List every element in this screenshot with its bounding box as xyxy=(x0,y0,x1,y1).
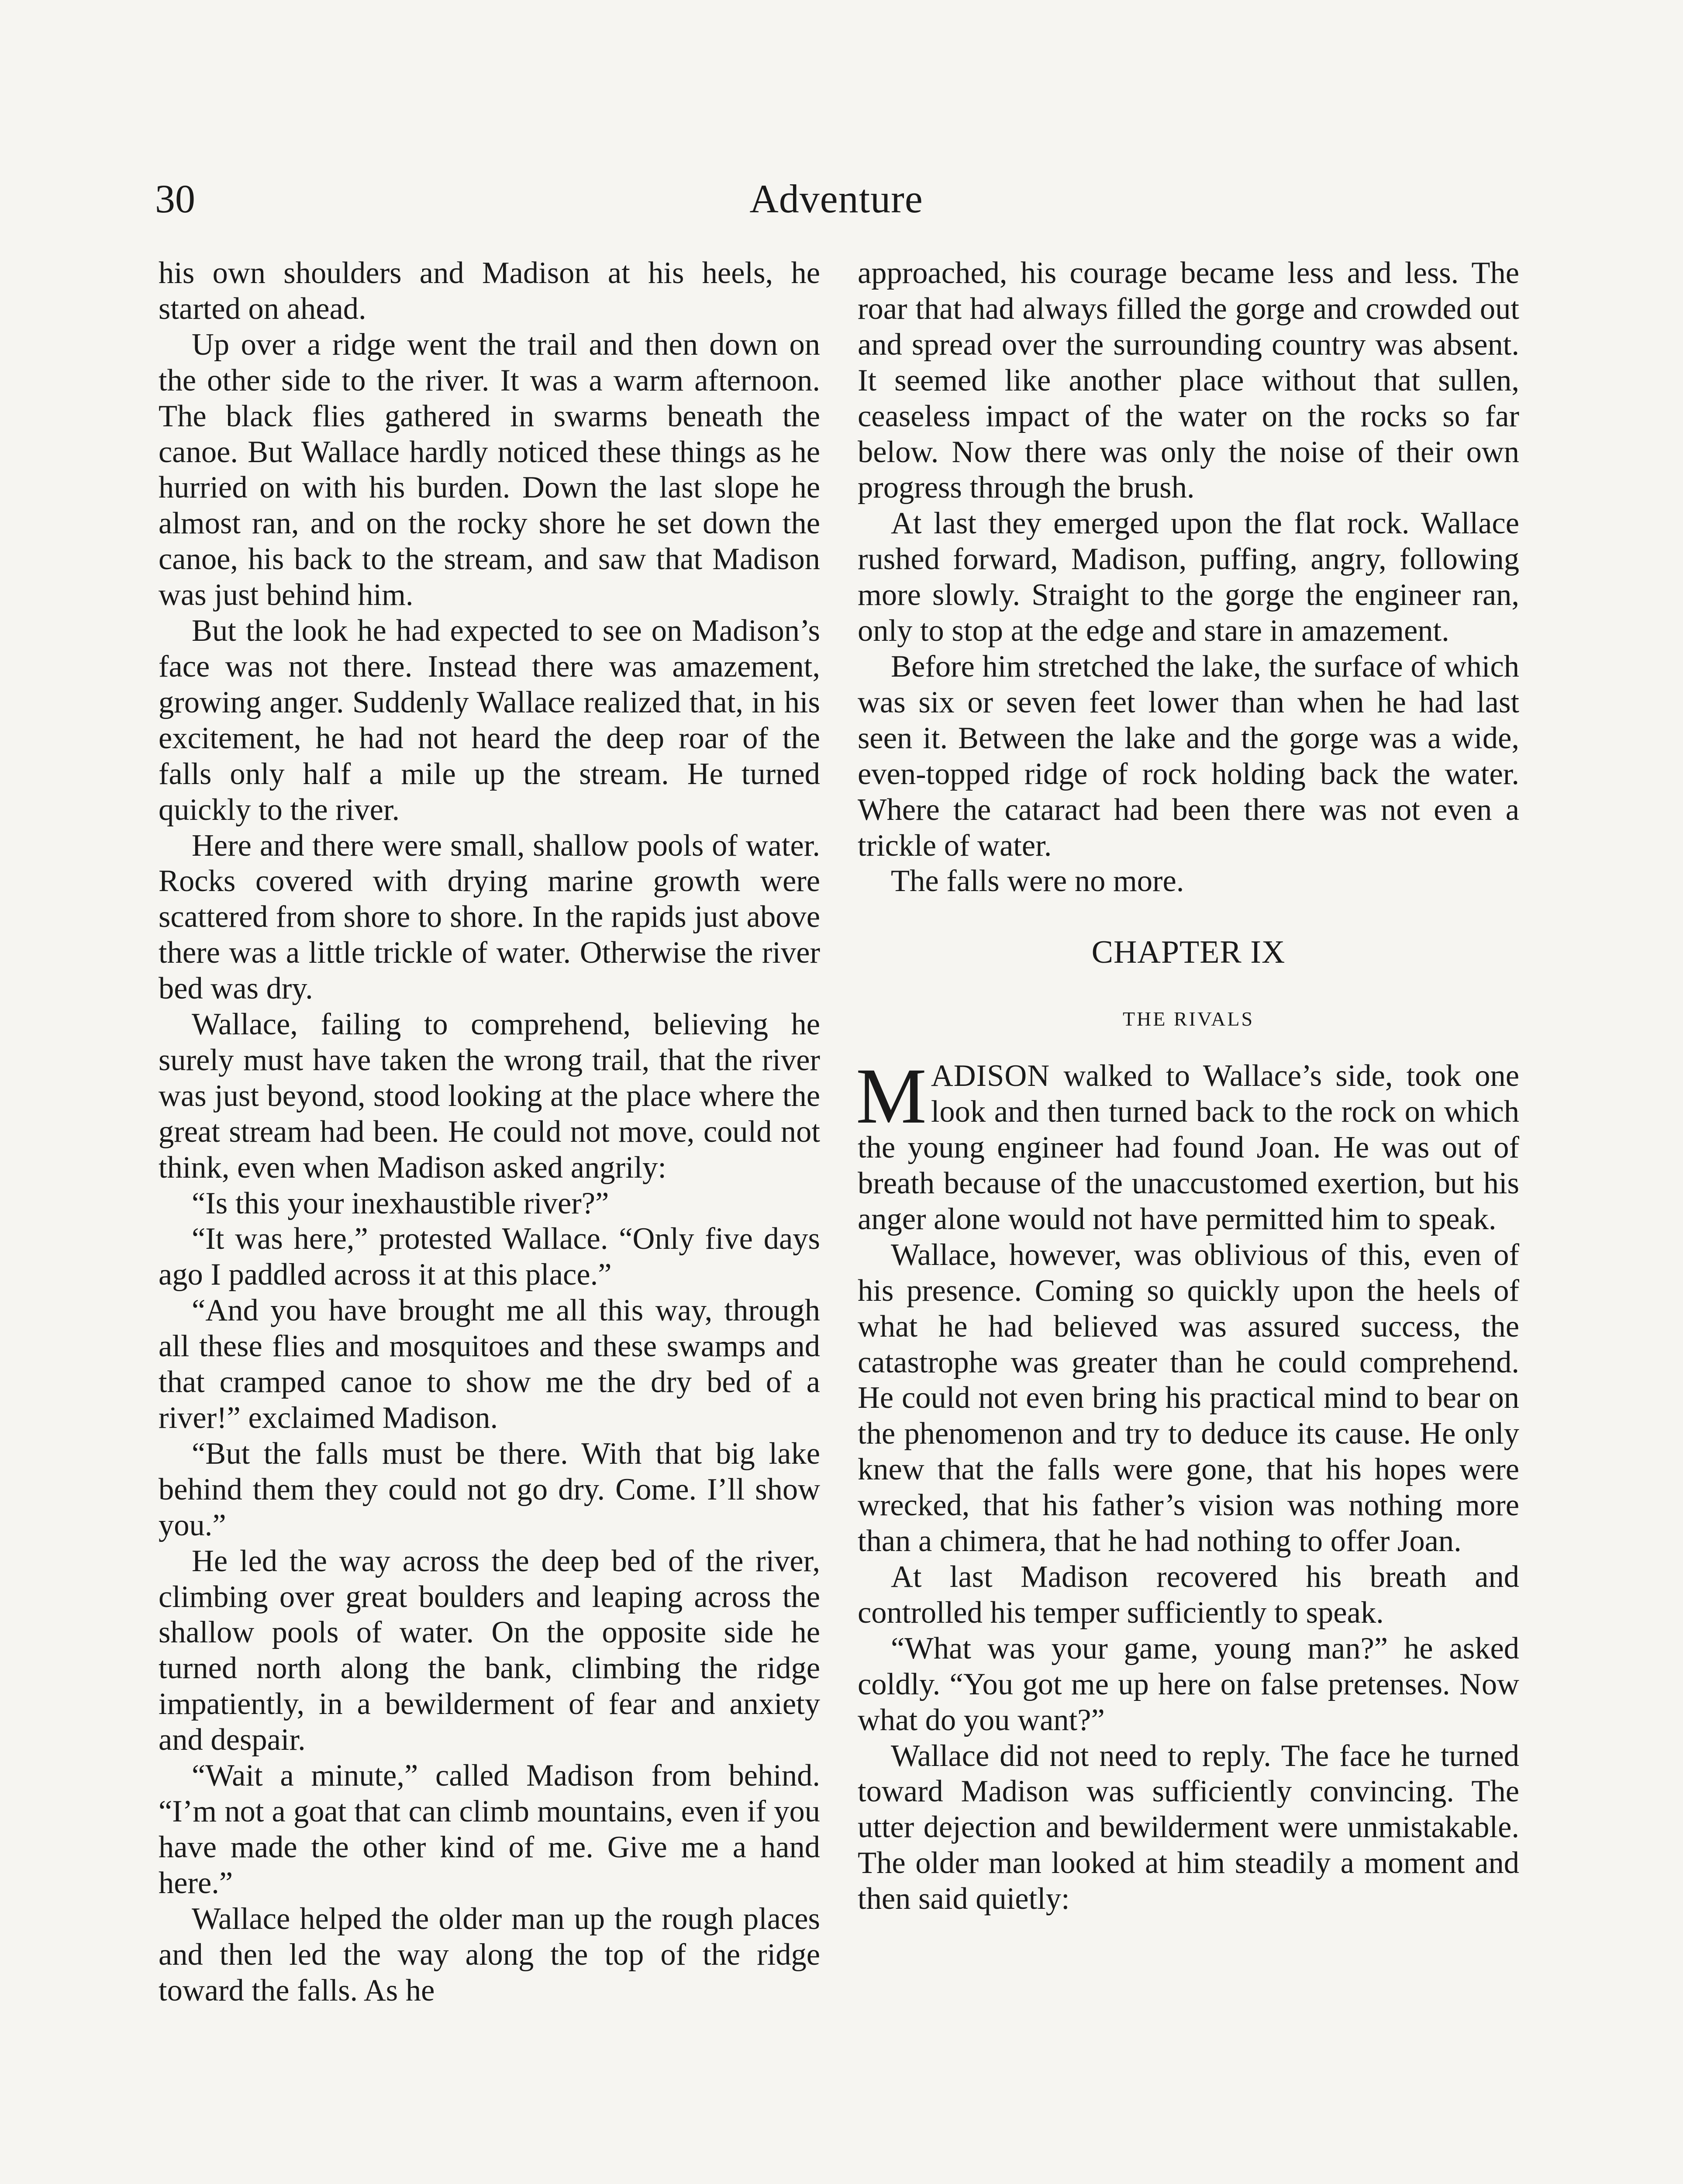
paragraph: “What was your game, young man?” he asked coldly. “You got me up here on false pretenses. Now what do you want?” xyxy=(858,1631,1519,1737)
page-number: 30 xyxy=(155,176,195,221)
left-column xyxy=(159,256,820,2008)
chapter-subtitle: THE RIVALS xyxy=(1122,1008,1255,1030)
paragraph: “And you have brought me all this way, through all these flies and mosquitoes and these swamps and that cramped canoe to show me the dry bed of a river!” exclaimed Madison. xyxy=(159,1293,820,1435)
paragraph: At last they emerged upon the flat rock. Wallace rushed forward, Madison, puffing, angry, following more slowly. Straight to the gorge the engineer ran, only to stop at the edge and stare in amazement. xyxy=(858,506,1519,648)
paragraph: Wallace, however, was oblivious of this, even of his presence. Coming so quickly upon the heels of what he had believed was assured success, the catastrophe was greater than he could comprehend. He could not even bring his practical mind to bear on the phenomenon and try to deduce its cause. He only knew that the falls were gone, that his hopes were wrecked, that his father’s vision was nothing more than a chimera, that he had nothing to offer Joan. xyxy=(858,1237,1519,1559)
paragraph: “But the falls must be there. With that big lake behind them they could not go dry. Come. I’ll show you.” xyxy=(159,1436,820,1542)
magazine-title: Adventure xyxy=(749,176,923,221)
paragraph: “It was here,” protested Wallace. “Only five days ago I paddled across it at this place.” xyxy=(159,1222,820,1292)
paragraph: “Is this your inexhaustible river?” xyxy=(192,1186,609,1220)
chapter-heading: CHAPTER IX xyxy=(1091,934,1286,971)
paragraph: Here and there were small, shallow pools of water. Rocks covered with drying marine growth were scattered from shore to shore. In the rapids just above there was a little trickle of water. Otherwise the river bed was dry. xyxy=(159,828,820,1006)
paragraph: Before him stretched the lake, the surface of which was six or seven feet lower than when he had last seen it. Between the lake and the gorge was a wide, even-topped ridge of rock holding back the water. Where the cataract had been there was not even a trickle of water. xyxy=(858,649,1519,863)
paragraph: approached, his courage became less and less. The roar that had always filled the gorge and crowded out and spread over the surrounding country was absent. It seemed like another place without that sullen, ceaseless impact of the water on the rocks so far below. Now there was only the noise of their own progress through the brush. xyxy=(858,256,1519,505)
opening-caps: ADISON xyxy=(931,1059,1050,1093)
paragraph: Up over a ridge went the trail and then down on the other side to the river. It was a warm afternoon. The black flies gathered in swarms beneath the canoe. But Wallace hardly noticed these things as he hurried on with his burden. Down the last slope he almost ran, and on the rocky shore he set down the canoe, his back to the stream, and saw that Madison was just behind him. xyxy=(159,327,820,612)
paragraph: his own shoulders and Madison at his heels, he started on ahead. xyxy=(159,256,820,326)
right-column xyxy=(858,256,1519,1917)
paragraph: Wallace, failing to comprehend, believing he surely must have taken the wrong trail, that the river was just beyond, stood looking at the place where the great stream had been. He could not move, could not think, even when Madison asked angrily: xyxy=(159,1007,820,1185)
paragraph: But the look he had expected to see on Madison’s face was not there. Instead there was amazement, growing anger. Suddenly Wallace realized that, in his excitement, he had not heard the deep roar of the falls only half a mile up the stream. He turned quickly to the river. xyxy=(159,614,820,827)
opening-text: walked to Wallace’s side, took one look and then turned back to the rock on which the young engineer had found Joan. He was out of breath because of the unaccustomed exertion, but his anger alone would not have permitted him to speak. xyxy=(858,1059,1519,1236)
paragraph: The falls were no more. xyxy=(891,864,1184,898)
paragraph: Wallace helped the older man up the rough places and then led the way along the top of the ridge toward the falls. As he xyxy=(159,1901,820,2008)
paragraph: At last Madison recovered his breath and controlled his temper sufficiently to speak. xyxy=(858,1560,1519,1630)
paragraph: He led the way across the deep bed of the river, climbing over great boulders and leaping across the shallow pools of water. On the opposite side he turned north along the bank, climbing the ridge impatiently, in a bewilderment of fear and anxiety and despair. xyxy=(159,1544,820,1757)
running-head xyxy=(155,166,1517,232)
paragraph: Wallace did not need to reply. The face he turned toward Madison was sufficiently convincing. The utter dejection and bewilderment were unmistakable. The older man looked at him steadily a moment and then said quietly: xyxy=(858,1738,1519,1916)
paragraph: “Wait a minute,” called Madison from behind. “I’m not a goat that can climb mountains, even if you have made the other kind of me. Give me a hand here.” xyxy=(159,1759,820,1900)
drop-cap: M xyxy=(856,1052,927,1140)
chapter-opening-paragraph xyxy=(856,1052,1519,1237)
